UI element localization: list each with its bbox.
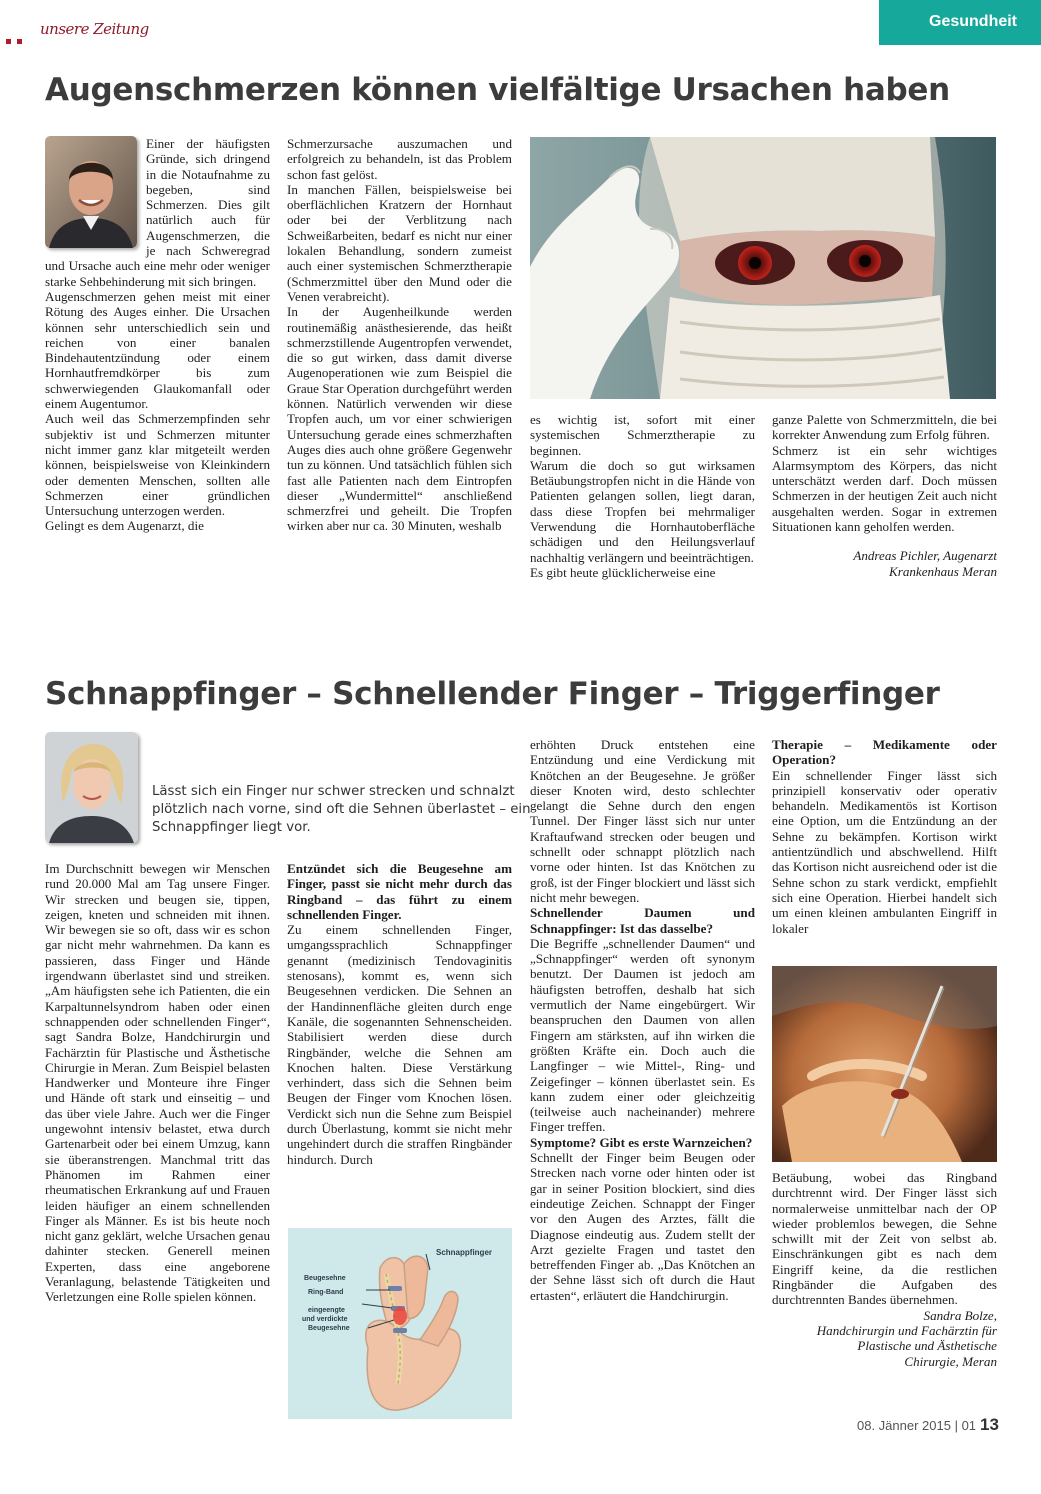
surgery-photo — [772, 966, 997, 1162]
article2-col3: erhöhten Druck entstehen eine Entzündung und eine Verdickung mit Knötchen an der Beugesehne. Je größer dieser Knoten wird, desto schlechter gelangt die Sehne durch den engen Tunnel. Der Finger lässt sich nur unter Kraftaufwand strecken oder beugen und schnellt oder schnappt plötzlich nach vorne oder hinten. Ist das Knötchen zu groß, ist der Finger blockiert und lässt sich nicht mehr bewegen. Schnellender Daumen und Schnappfinger: Ist das dasselbe? Die Begriffe „schnellender Daumen“ und „Schnappfinger“ werden oft synonym benutzt. Der Daumen ist jedoch am häufigsten betroffen, deshalb hat sich vermutlich der Name eingebürgert. Wir beanspruchen den Daumen von allen Fingern am stärksten, auf ihn wirken die größten Kräfte ein. Doch auch die Langfinger – wie Mittel-, Ring- und Zeigefinger – können überlastet sein. Es kann zudem einer oder gleichzeitig (teilweise auch nacheinander) mehrere Finger treffen. Symptome? Gibt es erste Warnzeichen? Schnellt der Finger beim Beugen oder Strecken nach vorne oder hinten oder ist gar in seiner Position blockiert, sind dies eindeutige Zeichen. Schnappt der Finger vor den Augen des Arztes, fällt die Diagnose eindeutig aus. Zudem stellt der Arzt gezielte Fragen und tastet den betreffenden Finger ab. „Das Knötchen an der Sehne lässt sich oft durch die Haut ertasten“, erläutert die Handchirurgin. — [530, 737, 755, 1303]
diagram-label-verdickte: und verdickte — [302, 1316, 348, 1323]
article2-col2: Entzündet sich die Beugesehne am Finger, passt sie nicht mehr durch das Ringband – das führt zu einem schnellenden Finger. Zu einem schnellenden Finger, umgangssprachlich Schnappfinger genannt (medizinisch Tendovaginitis stenosans), kommt es, wenn sich Beugesehnen verdicken. Die Sehnen an der Handinnenfläche gleiten durch enge Kanäle, die sogenannten Sehnenscheiden. Stabilisiert werden diese durch Ringbänder, welche die Sehnen am Knochen halten. Diese Verstärkung verhindert, dass sich die Sehnen beim Beugen der Finger vom Knochen lösen. Verdickt sich nun die Sehne zum Beispiel durch Überlastung, kommt sie nicht mehr ungehindert durch die straffen Ringbänder hindurch. Durch — [287, 861, 512, 1167]
diagram-label-beugesehne-2: Beugesehne — [308, 1325, 350, 1332]
diagram-label-ringband: Ring-Band — [308, 1289, 344, 1296]
article2-signature: Sandra Bolze, Handchirurgin und Fachärztin für Plastische und Ästhetische Chirurgie, Meran — [816, 1307, 997, 1369]
author-portrait — [45, 136, 137, 248]
article1-col2: Schmerzursache auszumachen und erfolgreich zu behandeln, ist das Problem schon fast gelöst. In manchen Fällen, beispielsweise bei oberflächlichen Kratzern der Hornhaut oder bei der Verblitzung nach Schweißarbeiten, bedarf es nicht nur einer lokalen Behandlung, sondern zumeist auch einer systemischen Schmerztherapie (Schmerzmittel über den Mund oder die Venen verabreicht). In der Augenheilkunde werden routinemäßig anästhesierende, das heißt schmerzstillende Augentropfen verwendet, die so gut wirken, dass damit diverse Augenoperationen wie zum Beispiel die Graue Star Operation durchgeführt werden können. Natürlich verwenden wir diese Tropfen auch, um vor einer schwierigen Untersuchung gerade eines schmerzhaften Auges dies auch ohne größere Gegenwehr tun zu können. Und tatsächlich fühlen sich fast alle Patienten nach dem Eintropfen dieser „Wundermittel“ anschließend schmerzfrei und geheilt. Die Tropfen wirken aber nur ca. 30 Minuten, weshalb — [287, 136, 512, 534]
article2-col4-bottom: Betäubung, wobei das Ringband durchtrennt wird. Der Finger lässt sich normalerweise unmittelbar nach der OP wieder problemlos bewegen, die Sehne schwillt mit der Zeit von selbst ab. Einschränkungen gibt es nach dem Eingriff keine, da die restlichen Ringbänder die Aufgaben des durchtrennten Bandes übernehmen. Sandra Bolze, Handchirurgin und Fachärztin für Plastische und Ästhetische Chirurgie, Meran — [772, 1170, 997, 1369]
brand-dots — [6, 31, 28, 49]
article2-title: Schnappfinger – Schnellender Finger – Triggerfinger — [45, 676, 940, 712]
diagram-label-beugesehne: Beugesehne — [304, 1275, 346, 1282]
finger-anatomy-diagram — [288, 1228, 512, 1419]
article2-col4-top: Therapie – Medikamente oder Operation? Ein schnellender Finger lässt sich prinzipiell konservativ oder operativ behandeln. Medikamentös ist Kortison eine Option, um die Entzündung an der Sehne zu bekämpfen. Kortison wirkt antientzündlich und abschwellend. Hilft das Kortison nicht ausreichend oder ist die Sehne schon zu stark verdickt, empfiehlt sich eine Operation. Hierbei handelt sich um einen kleinen ambulanten Eingriff in lokaler — [772, 737, 997, 936]
article2-col1: Im Durchschnitt bewegen wir Menschen rund 20.000 Mal am Tag unsere Finger. Wir strecken und beugen sie, tippen, zeigen, kneten und schneiden mit ihnen. Wir bewegen sie so oft, dass wir es schon gar nicht mehr wahrnehmen. Da kann es passieren, dass Finger und Hände irgendwann überlastet sind und streiken. „Am häufigsten sehe ich Patienten, die ein Karpaltunnelsyndrom haben oder einen schnappenden oder schnellenden Finger“, sagt Sandra Bolze, Handchirurgin und Fachärztin für Plastische und Ästhetische Chirurgie in Meran. Zum Beispiel belasten Handwerker und Monteure ihre Finger und Hände oft stark und einseitig – und das über viele Jahre. Auch wer die Finger ungewohnt intensiv belastet, etwa durch Gartenarbeit oder bei einem Umzug, kann sie überanstrengen. Manchmal tritt das Phänomen im Rahmen einer rheumatischen Erkrankung auf und Frauen leiden häufiger an einem schnellenden Finger als Männer. Es ist bis heute noch nicht ganz geklärt, welche Ursachen genau dahinter stecken. Generell meinen Experten, dass eine angeborene Veranlagung, belastende Tätigkeiten und Verletzungen eine Rolle spielen können. — [45, 861, 270, 1305]
eye-bandage-photo — [530, 137, 996, 399]
article1-title: Augenschmerzen können vielfältige Ursachen haben — [45, 72, 950, 108]
article2-teaser: Lässt sich ein Finger nur schwer strecken und schnalzt plötzlich nach vorne, sind oft die Sehnen überlastet – ein Schnappfinger liegt vor. — [152, 784, 531, 835]
section-tab: Gesundheit — [879, 0, 1041, 45]
author-portrait — [45, 732, 138, 843]
page-number: 13 — [980, 1415, 999, 1434]
issue-date: 08. Jänner 2015 | 01 — [857, 1418, 977, 1433]
diagram-label-eingeengte: eingeengte — [308, 1307, 345, 1314]
logo: unsere Zeitung — [40, 20, 149, 38]
article1-col4: ganze Palette von Schmerzmitteln, die bei korrekter Anwendung zum Erfolg führen. Schmerz ist ein sehr wichtiges Alarmsymptom des Körpers, das nicht unterschätzt werden darf. Doch müssen Schmerzen in der heutigen Zeit auch nicht ausgehalten werden. Sogar in extremen Situationen kann geholfen werden. Andreas Pichler, Augenarzt Krankenhaus Meran — [772, 412, 997, 579]
article1-col1: Einer der häufigsten Gründe, sich dringend in die Notaufnahme zu begeben, sind Schmerzen. Dies gilt natürlich auch für Augenschmerzen, die je nach Schweregrad und Ursache auch eine mehr oder weniger starke Sehbehinderung mit sich bringen. Augenschmerzen gehen meist mit einer Rötung des Auges einher. Die Ursachen können sehr unterschiedlich sein und reichen von einer banalen Bindehautentzündung oder einem Hornhautfremdkörper bis zum schwerwiegenden Glaukomanfall oder einem Augentumor. Auch weil das Schmerzempfinden sehr subjektiv ist und Schmerzen mitunter nicht immer ganz klar mitgeteilt werden können, beispielsweise von Kleinkindern oder dementen Menschen, sollten alle Schmerzen einer gründlichen Untersuchung unterzogen werden. Gelingt es dem Augenarzt, die — [45, 136, 270, 534]
article1-col3: es wichtig ist, sofort mit einer systemischen Schmerztherapie zu beginnen. Warum die doch so gut wirksamen Betäubungstropfen nicht in die Hände von Patienten gelangen sollen, liegt daran, dass diese Tropfen bei mehrmaliger Verwendung die Hornhautoberfläche schädigen und den Heilungsverlauf nachhaltig verlängern und beeinträchtigen. Es gibt heute glücklicherweise eine — [530, 412, 755, 580]
diagram-label-schnappfinger: Schnappfinger — [436, 1248, 493, 1257]
article1-signature: Andreas Pichler, Augenarzt Krankenhaus Meran — [853, 548, 997, 579]
